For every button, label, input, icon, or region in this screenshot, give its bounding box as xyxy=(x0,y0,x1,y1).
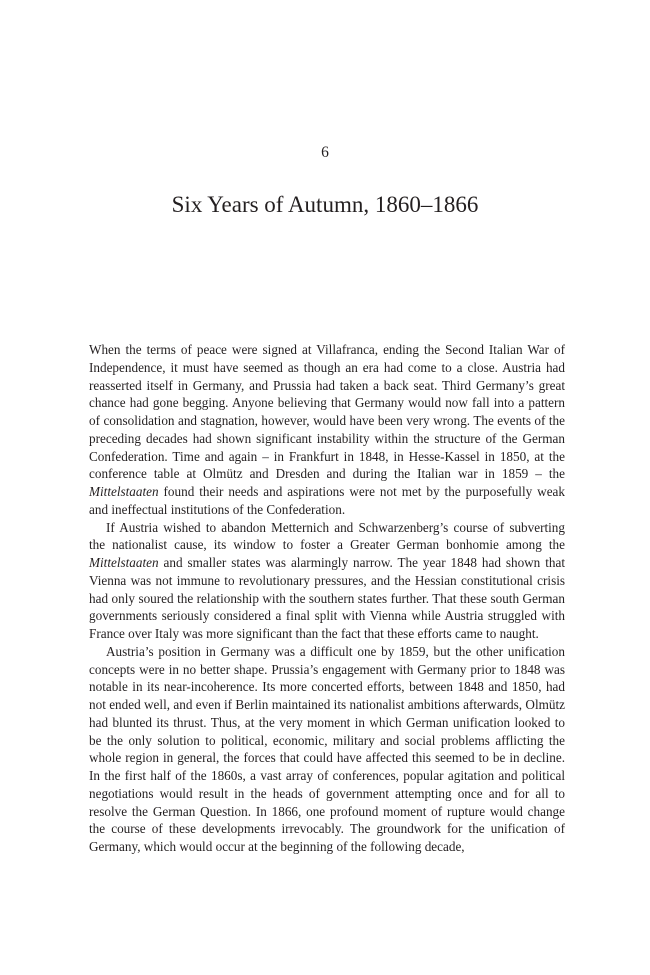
paragraph-1-text-b: found their needs and aspirations were not met by the purposefully weak and ineffectual institutions of the Confederation. xyxy=(89,484,565,517)
paragraph-2-italic-term: Mittelstaaten xyxy=(89,555,159,570)
chapter-number: 6 xyxy=(321,144,329,161)
chapter-body xyxy=(89,341,565,856)
chapter-title: Six Years of Autumn, 1860–1866 xyxy=(171,192,479,217)
paragraph-2-text-b: and smaller states was alarmingly narrow. The year 1848 had shown that Vienna was not immune to revolutionary pressures, and the Hessian constitutional crisis had only soured the relationship with the southern states further. That these south German governments seriously considered a final split with Vienna while Austria struggled with France over Italy was more significant than the fact that these efforts came to naught. xyxy=(89,555,565,641)
paragraph-2-text-a: If Austria wished to abandon Metternich and Schwarzenberg’s course of subverting the nationalist cause, its window to foster a Greater German bonhomie among the xyxy=(89,519,565,553)
paragraph-2 xyxy=(89,519,565,643)
paragraph-1 xyxy=(89,341,565,519)
paragraph-3-text: Austria’s position in Germany was a difficult one by 1859, but the other unification concepts were in no better shape. Prussia’s engagement with Germany prior to 1848 was notable in its near-incoherence. Its more concerted efforts, between 1848 and 1850, had not ended well, and even if Berlin maintained its nationalist ambitions afterwards, Olmütz had blunted its thrust. Thus, at the very moment in which German unification looked to be the only solution to political, economic, military and social problems afflicting the whole region in general, the forces that could have affected this seemed to be in decline. In the first half of the 1860s, a vast array of conferences, popular agitation and political negotiations would result in the heads of government attempting once and for all to resolve the German Question. In 1866, one profound moment of rupture would change the course of these developments irrevocably. The groundwork for the unification of Germany, which would occur at the beginning of the following decade, xyxy=(89,643,565,854)
paragraph-1-text-a: When the terms of peace were signed at Villafranca, ending the Second Italian War of Independence, it must have seemed as though an era had come to a close. Austria had reasserted itself in Germany, and Prussia had taken a back seat. Third Germany’s great chance had gone begging. Anyone believing that Germany would now fall into a pattern of consolidation and stagnation, however, would have been very wrong. The events of the preceding decades had shown significant instability within the structure of the German Confederation. Time and again – in Frankfurt in 1848, in Hesse-Kassel in 1850, at the conference table at Olmütz and Dresden and during the Italian war in 1859 – the xyxy=(89,342,565,482)
paragraph-1-italic-term: Mittelstaaten xyxy=(89,484,159,499)
paragraph-3 xyxy=(89,643,565,856)
